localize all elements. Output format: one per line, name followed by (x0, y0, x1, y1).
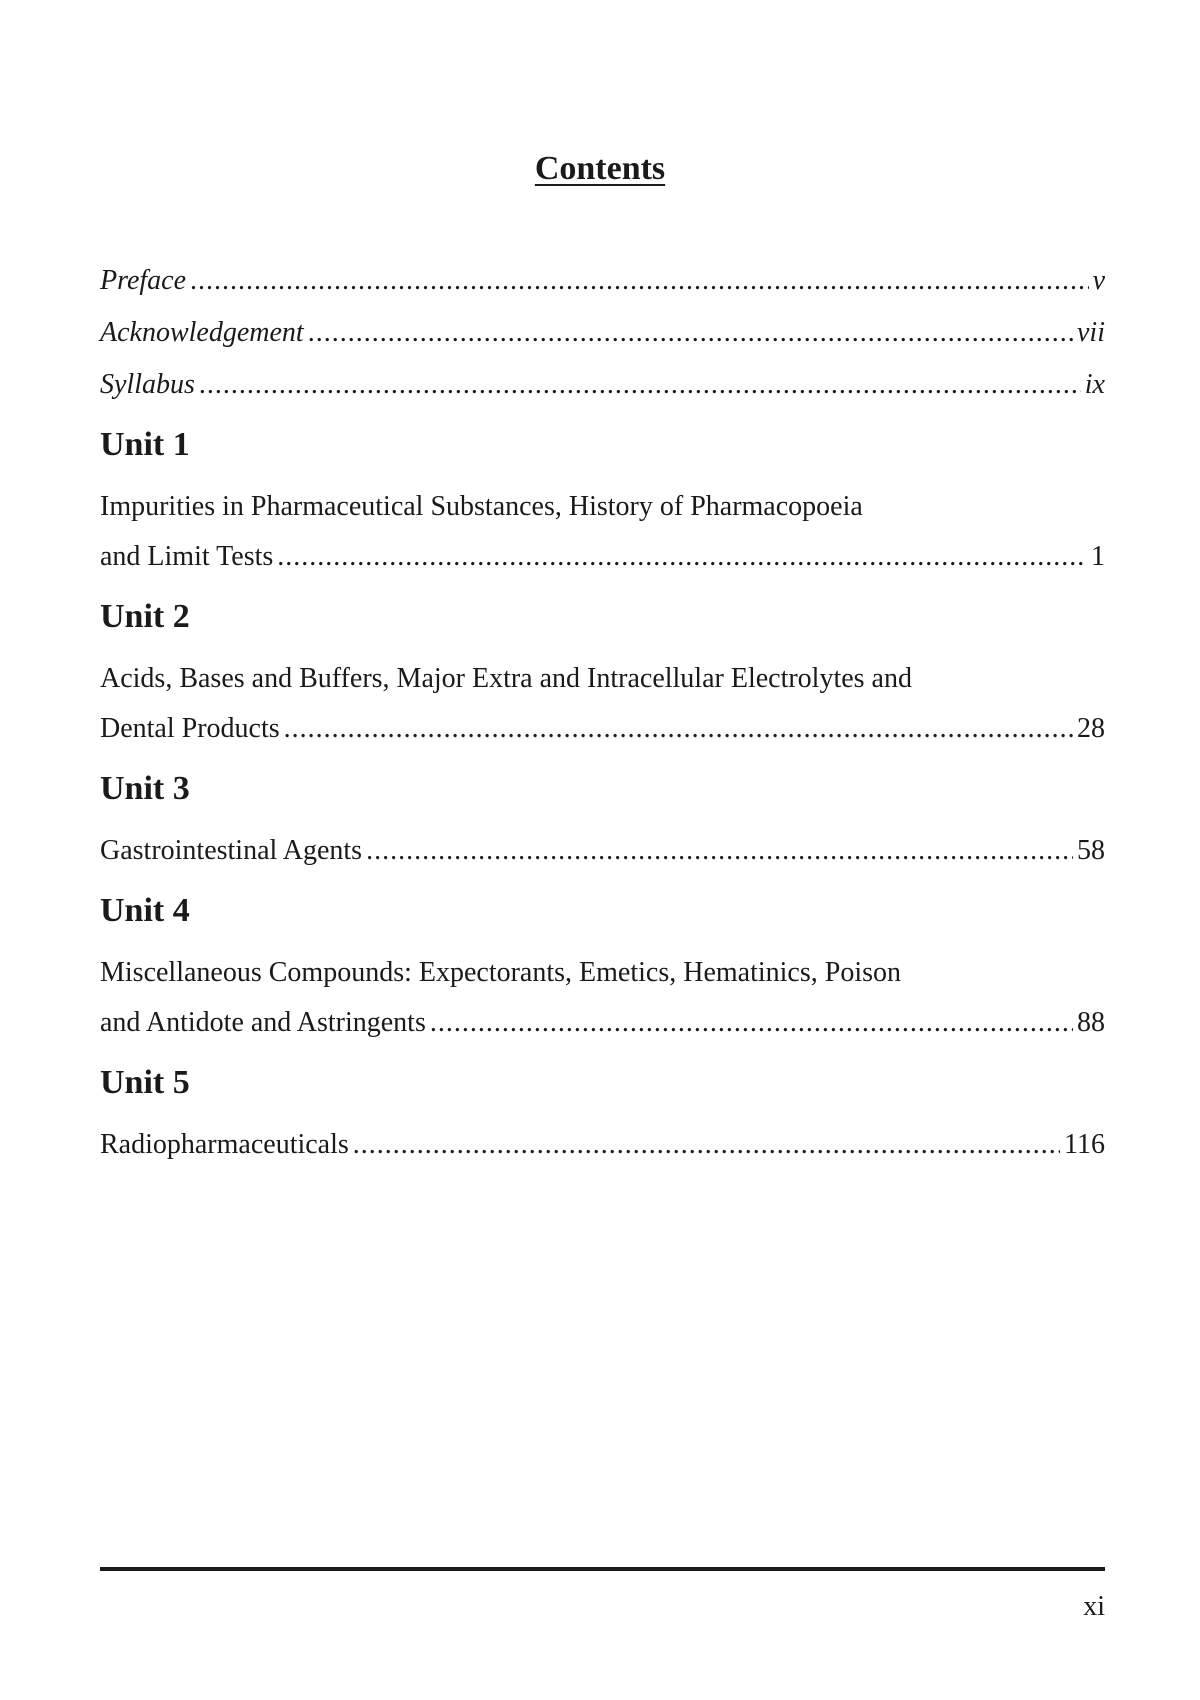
footer-rule (100, 1567, 1105, 1571)
dot-leader (190, 264, 1089, 298)
toc-entry-page: 88 (1077, 1007, 1105, 1038)
toc-entry-unit-1[interactable] (100, 540, 1105, 574)
unit-heading: Unit 1 (100, 426, 190, 463)
toc-entry-preface[interactable] (100, 264, 1105, 298)
unit-heading: Unit 2 (100, 598, 190, 635)
toc-entry-page: vii (1077, 317, 1105, 348)
toc-entry-label: and Antidote and Astringents (100, 1007, 426, 1038)
toc-entry-unit-2[interactable] (100, 712, 1105, 746)
dot-leader (277, 540, 1087, 574)
toc-entry-page: 28 (1077, 713, 1105, 744)
dot-leader (366, 834, 1073, 868)
dot-leader (430, 1006, 1073, 1040)
toc-entry-title-line: Miscellaneous Compounds: Expectorants, Emetics, Hematinics, Poison (100, 957, 901, 988)
page-title: Contents (534, 150, 666, 187)
dot-leader (353, 1128, 1060, 1162)
dot-leader (199, 368, 1081, 402)
toc-entry-acknowledgement[interactable] (100, 316, 1105, 350)
toc-entry-unit-4[interactable] (100, 1006, 1105, 1040)
toc-entry-label: Radiopharmaceuticals (100, 1129, 349, 1160)
toc-entry-label: Syllabus (100, 369, 195, 400)
dot-leader (284, 712, 1073, 746)
toc-entry-page: ix (1084, 369, 1105, 400)
toc-entry-label: Dental Products (100, 713, 280, 744)
page-number: xi (1083, 1591, 1105, 1622)
toc-entry-page: 1 (1091, 541, 1105, 572)
toc-entry-page: 116 (1064, 1129, 1105, 1160)
unit-heading: Unit 3 (100, 770, 190, 807)
toc-entry-unit-5[interactable] (100, 1128, 1105, 1162)
toc-entry-page: 58 (1077, 835, 1105, 866)
unit-heading: Unit 4 (100, 892, 190, 929)
toc-entry-label: Gastrointestinal Agents (100, 835, 363, 866)
toc-entry-title-line: Impurities in Pharmaceutical Substances, History of Pharmacopoeia (100, 491, 863, 522)
toc-entry-label: Preface (100, 265, 187, 296)
dot-leader (308, 316, 1073, 350)
toc-entry-title-line: Acids, Bases and Buffers, Major Extra and Intracellular Electrolytes and (100, 663, 912, 694)
toc-entry-label: and Limit Tests (100, 541, 274, 572)
toc-entry-label: Acknowledgement (100, 317, 304, 348)
toc-entry-page: v (1092, 265, 1105, 296)
toc-entry-syllabus[interactable] (100, 368, 1105, 402)
toc-entry-unit-3[interactable] (100, 834, 1105, 868)
unit-heading: Unit 5 (100, 1064, 190, 1101)
